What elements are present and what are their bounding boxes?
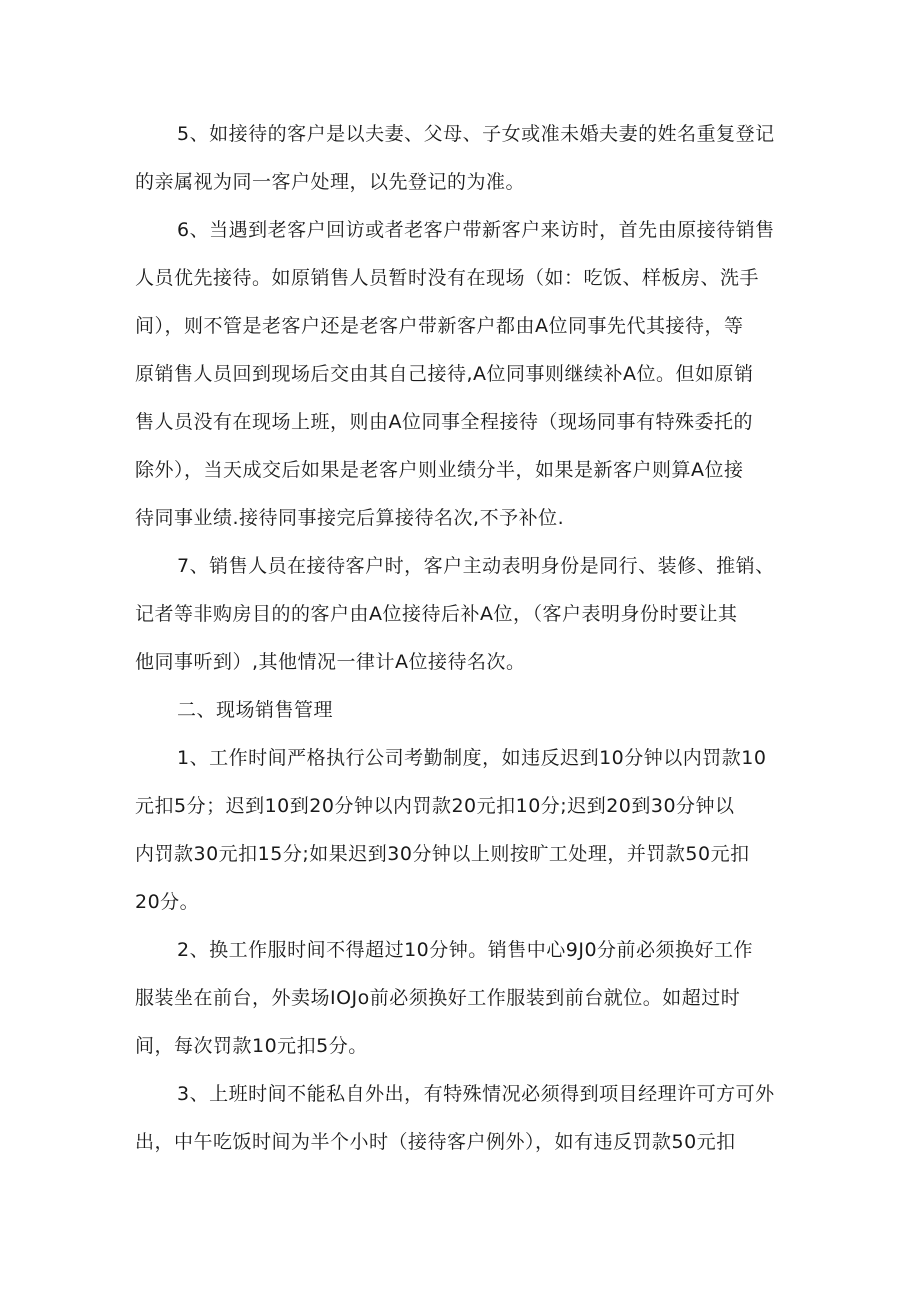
rule-3-line-2: 出，中午吃饭时间为半个小时（接待客户例外），如有违反罚款50元扣 bbox=[135, 1131, 736, 1153]
paragraph-7-line-1: 7、销售人员在接待客户时，客户主动表明身份是同行、装修、推销、 bbox=[177, 555, 775, 577]
rule-1-line-1: 1、工作时间严格执行公司考勤制度，如违反迟到10分钟以内罚款10 bbox=[177, 747, 767, 769]
section-heading: 二、现场销售管理 bbox=[177, 699, 334, 721]
rule-1-line-3: 内罚款30元扣15分;如果迟到30分钟以上则按旷工处理，并罚款50元扣 bbox=[135, 843, 750, 865]
paragraph-6-line-3: 间），则不管是老客户还是老客户带新客户都由A位同事先代其接待，等 bbox=[135, 315, 744, 337]
rule-1-line-2: 元扣5分；迟到10到20分钟以内罚款20元扣10分;迟到20到30分钟以 bbox=[135, 795, 735, 817]
paragraph-6-line-1: 6、当遇到老客户回访或者老客户带新客户来访时，首先由原接待销售 bbox=[177, 219, 775, 241]
paragraph-5-line-2: 的亲属视为同一客户处理，以先登记的为准。 bbox=[135, 171, 526, 193]
paragraph-6-line-2: 人员优先接待。如原销售人员暂时没有在现场（如：吃饭、样板房、洗手 bbox=[135, 267, 760, 289]
rule-2-line-3: 间，每次罚款10元扣5分。 bbox=[135, 1035, 368, 1057]
rule-2-line-2: 服装坐在前台，外卖场IOJo前必须换好工作服装到前台就位。如超过时 bbox=[135, 987, 741, 1009]
paragraph-6-line-7: 待同事业绩.接待同事接完后算接待名次,不予补位. bbox=[135, 507, 565, 529]
paragraph-6-line-4: 原销售人员回到现场后交由其自己接待,A位同事则继续补A位。但如原销 bbox=[135, 363, 754, 385]
rule-3-line-1: 3、上班时间不能私自外出，有特殊情况必须得到项目经理许可方可外 bbox=[177, 1083, 775, 1105]
paragraph-7-line-3: 他同事听到）,其他情况一律计A位接待名次。 bbox=[135, 651, 526, 673]
rule-1-line-4: 20分。 bbox=[135, 891, 200, 913]
paragraph-6-line-6: 除外），当天成交后如果是老客户则业绩分半，如果是新客户则算A位接 bbox=[135, 459, 744, 481]
rule-2-line-1: 2、换工作服时间不得超过10分钟。销售中心9J0分前必须换好工作 bbox=[177, 939, 754, 961]
paragraph-6-line-5: 售人员没有在现场上班，则由A位同事全程接待（现场同事有特殊委托的 bbox=[135, 411, 753, 433]
paragraph-7-line-2: 记者等非购房目的的客户由A位接待后补A位，（客户表明身份时要让其 bbox=[135, 603, 738, 625]
paragraph-5-line-1: 5、如接待的客户是以夫妻、父母、子女或准未婚夫妻的姓名重复登记 bbox=[177, 123, 775, 145]
